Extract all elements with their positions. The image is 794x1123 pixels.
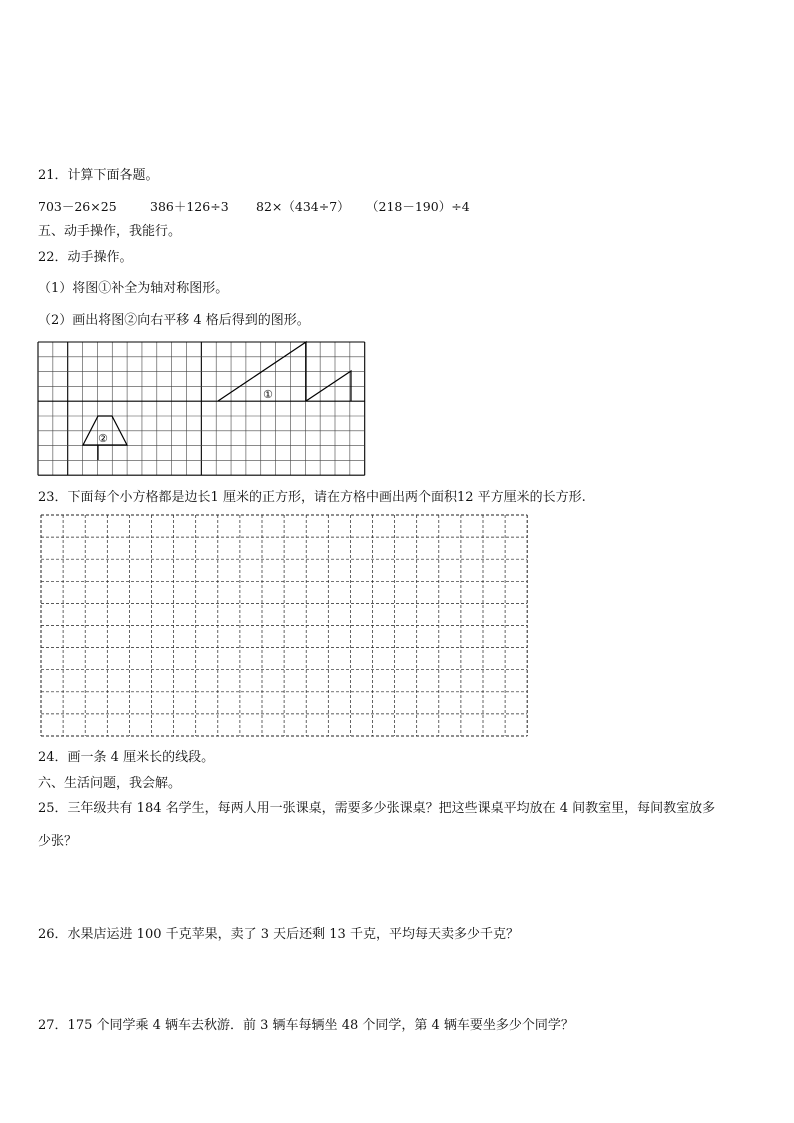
figure-1-label: ①	[263, 388, 273, 401]
q22-title: 22．动手操作。	[38, 250, 133, 265]
q22-part-1: （1）将图①补全为轴对称图形。	[38, 281, 229, 296]
q26-title: 26．水果店运进 100 千克苹果，卖了 3 天后还剩 13 千克，平均每天卖多少千克？	[38, 927, 519, 942]
q25-line-2: 少张？	[38, 834, 78, 849]
q21-expression-1: 703－26×25	[38, 199, 117, 214]
figure-1-large-triangle	[218, 342, 306, 401]
q22-part-2: （2）画出将图②向右平移 4 格后得到的图形。	[38, 313, 310, 328]
q21-title: 21．计算下面各题。	[38, 168, 159, 183]
q25-line-1: 25．三年级共有 184 名学生，每两人用一张课桌，需要多少张课桌？把这些课桌平均放在 4 间教室里，每间教室放多	[38, 801, 716, 816]
q21-expression-4: （218－190）÷4	[366, 199, 470, 214]
q23-title: 23．下面每个小方格都是边长1 厘米的正方形，请在方格中画出两个面积12 平方厘米的长方形.	[38, 490, 586, 505]
q27-title: 27．175 个同学乘 4 辆车去秋游．前 3 辆车每辆坐 48 个同学，第 4 辆车要坐多少个同学？	[38, 1018, 574, 1033]
figure-2-trapezoid	[83, 416, 127, 445]
q21-expression-2: 386＋126÷3	[150, 199, 229, 214]
section-5-heading: 五、动手操作，我能行。	[38, 224, 182, 239]
q23-grid-lines	[41, 515, 527, 736]
figure-2-label: ②	[98, 432, 108, 445]
q22-grid-lines	[38, 342, 365, 475]
section-6-heading: 六、生活问题，我会解。	[38, 776, 182, 791]
q24-title: 24．画一条 4 厘米长的线段。	[38, 750, 215, 765]
q21-expression-3: 82×（434÷7）	[256, 199, 350, 214]
figure-1-small-triangle	[306, 371, 351, 401]
